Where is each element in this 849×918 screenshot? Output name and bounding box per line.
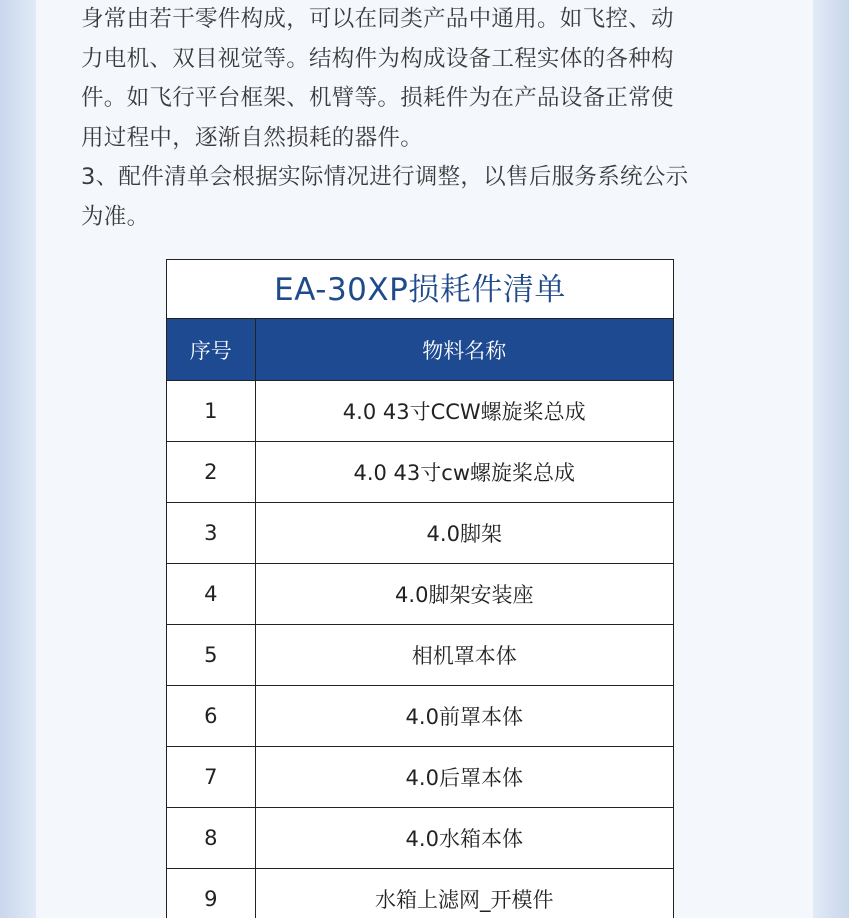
table-row — [167, 808, 673, 869]
header-material-name: 物料名称 — [255, 319, 673, 381]
paragraph-line: 力电机、双目视觉等。结构件为构成设备工程实体的各种构 — [81, 45, 674, 72]
paragraph-line: 3、配件清单会根据实际情况进行调整，以售后服务系统公示 — [81, 164, 689, 190]
row-index: 1 — [167, 381, 255, 442]
notes-text — [81, 0, 771, 237]
table-header-row — [167, 319, 673, 381]
row-material-name: 4.0脚架安装座 — [255, 564, 673, 625]
parts-table — [167, 319, 673, 918]
row-index: 6 — [167, 686, 255, 747]
row-material-name: 相机罩本体 — [255, 625, 673, 686]
row-material-name: 4.0 43寸CCW螺旋桨总成 — [255, 381, 673, 442]
table-row — [167, 686, 673, 747]
table-row — [167, 869, 673, 918]
row-index: 2 — [167, 442, 255, 503]
row-material-name: 4.0前罩本体 — [255, 686, 673, 747]
row-material-name: 4.0后罩本体 — [255, 747, 673, 808]
paragraph-line: 用过程中，逐渐自然损耗的器件。 — [81, 124, 424, 151]
row-material-name: 4.0 43寸cw螺旋桨总成 — [255, 442, 673, 503]
table-title: EA-30XP损耗件清单 — [167, 260, 673, 319]
row-index: 5 — [167, 625, 255, 686]
consumables-table — [166, 259, 674, 918]
table-row — [167, 625, 673, 686]
table-row — [167, 442, 673, 503]
table-row — [167, 564, 673, 625]
row-index: 8 — [167, 808, 255, 869]
row-index: 3 — [167, 503, 255, 564]
row-material-name: 4.0水箱本体 — [255, 808, 673, 869]
row-index: 9 — [167, 869, 255, 918]
paragraph-line: 为准。 — [81, 203, 150, 230]
table-row — [167, 381, 673, 442]
header-index: 序号 — [167, 319, 255, 381]
row-material-name: 水箱上滤网_开模件 — [255, 869, 673, 918]
row-material-name: 4.0脚架 — [255, 503, 673, 564]
paragraph-line: 身常由若干零件构成，可以在同类产品中通用。如飞控、动 — [81, 6, 674, 32]
row-index: 4 — [167, 564, 255, 625]
paragraph-line: 件。如飞行平台框架、机臂等。损耗件为在产品设备正常使 — [81, 85, 674, 111]
table-row — [167, 747, 673, 808]
table-row — [167, 503, 673, 564]
row-index: 7 — [167, 747, 255, 808]
